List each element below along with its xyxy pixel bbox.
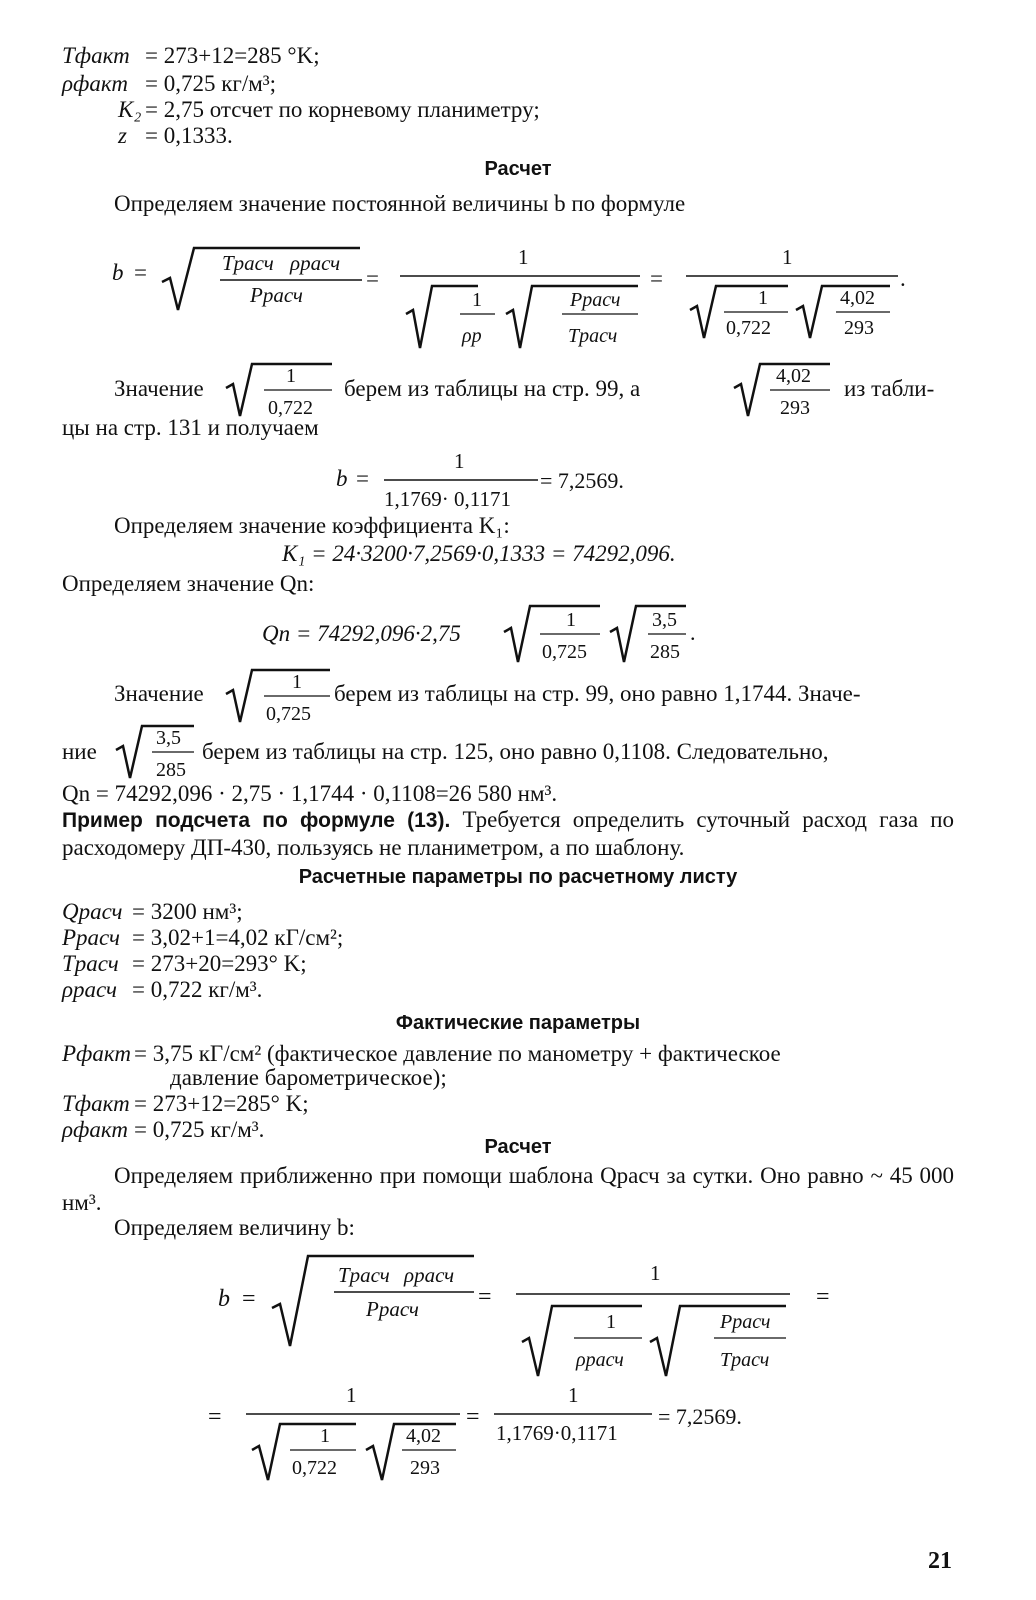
text-znach-3-prefix: ние xyxy=(62,739,97,764)
text-approx: Определяем приближенно при помощи шаблона Qрасч за сутки. Оно равно ~ 45 000 нм³. xyxy=(62,1163,954,1215)
example-title: Пример подсчета по формуле (13). xyxy=(62,809,451,832)
formula-number: 293 xyxy=(410,1457,440,1479)
fact-param-t xyxy=(62,1090,130,1118)
formula-numerator: 1 xyxy=(518,245,529,269)
svg-text:=: = xyxy=(356,466,369,491)
text-znach-1-mid: берем из таблицы на стр. 99, а xyxy=(344,376,641,401)
formula-number: 0,722 xyxy=(268,397,313,419)
formula-number: 285 xyxy=(156,759,186,781)
formula-symbol: Pрасч xyxy=(366,1297,419,1321)
formula-symbol: ρp xyxy=(462,325,482,347)
formula-b2-definition xyxy=(216,1246,856,1386)
formula-number: 285 xyxy=(650,641,680,663)
formula-frac-num: 1 xyxy=(292,671,302,693)
formula-qn-left: Qn = 74292,096·2,75 xyxy=(262,621,461,646)
example-paragraph xyxy=(62,806,954,861)
param-name: ρфакт xyxy=(62,71,128,96)
heading-fact-params: Фактические параметры xyxy=(395,1012,641,1034)
fact-param-t-value: = 273+12=285° K; xyxy=(134,1091,309,1116)
example-text: Требуется определить суточный расход газа по расходомеру ДП-430, пользуясь не планиметром, а по шаблону. xyxy=(62,807,955,860)
formula-number: 0,722 xyxy=(292,1457,337,1479)
param-name: K₂ xyxy=(118,97,142,122)
formula-number: 293 xyxy=(780,397,810,419)
text-znach-1: Значение xyxy=(114,376,204,401)
formula-numerator: 1 xyxy=(346,1383,357,1407)
param-k2 xyxy=(118,96,141,124)
text-znach-1-cont: цы на стр. 131 и получаем xyxy=(62,415,319,440)
formula-numerator: 1 xyxy=(454,449,465,473)
param-name: Pфакт xyxy=(62,1041,131,1066)
svg-text:=: = xyxy=(208,1404,222,1430)
text-znach-1-end: из табли- xyxy=(844,376,935,401)
calc-param-q xyxy=(62,898,123,926)
formula-frac-num: 1 xyxy=(286,365,296,387)
calc-param-t-value: = 273+20=293° K; xyxy=(132,951,307,976)
formula-symbol: Pрасч xyxy=(250,283,303,307)
text-znach-2-rest: берем из таблицы на стр. 99, оно равно 1,1744. Значе- xyxy=(334,681,861,706)
formula-sqrt-1-0722 xyxy=(222,358,342,422)
formula-qn-roots xyxy=(500,600,720,670)
formula-numerator: 1 xyxy=(650,1261,661,1285)
calc-param-p xyxy=(62,924,120,952)
formula-symbol: Tрасч xyxy=(568,325,618,347)
formula-frac-num: 1 xyxy=(472,289,482,311)
svg-text:=: = xyxy=(466,1404,480,1430)
param-t-fact xyxy=(62,42,130,70)
formula-number: 4,02 xyxy=(406,1425,441,1447)
formula-number: 4,02 xyxy=(840,287,875,309)
formula-denominator: 1,1769· 0,1171 xyxy=(384,487,511,511)
formula-symbol: ρрасч xyxy=(290,251,341,275)
formula-symbol: b xyxy=(218,1286,230,1312)
formula-k1: K₁ = 24·3200·7,2569·0,1333 = 74292,096. xyxy=(282,541,676,566)
param-name: ρрасч xyxy=(62,977,117,1002)
svg-text:=: = xyxy=(816,1284,830,1310)
formula-number: 4,02 xyxy=(776,365,811,387)
formula-number: 293 xyxy=(844,317,874,339)
formula-symbol: Tрасч xyxy=(720,1349,770,1371)
formula-symbol: ρрасч xyxy=(576,1349,624,1371)
formula-symbol: Pрасч xyxy=(720,1311,771,1333)
svg-text:.: . xyxy=(690,620,696,645)
param-name: z xyxy=(118,123,127,148)
formula-number: 0,725 xyxy=(542,641,587,663)
formula-frac-num: 1 xyxy=(758,287,768,309)
heading-calc-params: Расчетные параметры по расчетному листу xyxy=(298,866,738,888)
formula-number: 0,725 xyxy=(266,703,311,725)
calc-param-q-value: = 3200 нм³; xyxy=(132,899,243,924)
text-qn: Определяем значение Qn: xyxy=(62,571,315,596)
formula-symbol: Pрасч xyxy=(570,289,621,311)
calc-param-t xyxy=(62,950,119,978)
page-number: 21 xyxy=(928,1548,952,1574)
param-k2-value: = 2,75 отсчет по корневому планиметру; xyxy=(145,97,540,122)
formula-numerator: 1 xyxy=(782,245,793,269)
text-znach-2: Значение xyxy=(114,681,204,706)
text-k1: Определяем значение коэффициента K₁: xyxy=(114,513,510,538)
fact-param-rho-value: = 0,725 кг/м³. xyxy=(134,1117,265,1142)
calc-param-rho-value: = 0,722 кг/м³. xyxy=(132,977,263,1002)
formula-number: 0,722 xyxy=(726,317,771,339)
formula-symbol: ρрасч xyxy=(404,1263,455,1287)
formula-denominator: 1,1769·0,1171 xyxy=(496,1421,618,1445)
heading-calc: Расчет xyxy=(484,158,552,180)
svg-text:=: = xyxy=(650,266,663,291)
formula-sqrt-402-293 xyxy=(730,358,840,422)
formula-frac-num: 1 xyxy=(566,609,576,631)
param-name: Pрасч xyxy=(62,925,120,950)
text-b2: Определяем величину b: xyxy=(114,1215,355,1240)
formula-symbol: Tрасч xyxy=(222,251,274,275)
fact-param-p-value: = 3,75 кГ/см² (фактическое давление по манометру + фактическое xyxy=(134,1041,781,1066)
formula-sqrt-35-285 xyxy=(112,720,202,784)
text-b-formula: Определяем значение постоянной величины b по формуле xyxy=(114,191,686,216)
param-name: ρфакт xyxy=(62,1117,128,1142)
svg-text:.: . xyxy=(900,266,906,291)
param-t-fact-value: = 273+12=285 °K; xyxy=(145,43,320,68)
formula-numerator: 1 xyxy=(568,1383,579,1407)
text-znach-3-rest: берем из таблицы на стр. 125, оно равно 0,1108. Следовательно, xyxy=(202,739,829,764)
formula-frac-num: 1 xyxy=(320,1425,330,1447)
formula-symbol: b xyxy=(336,466,348,491)
fact-param-p xyxy=(62,1040,131,1068)
param-name: Qрасч xyxy=(62,899,123,924)
calc-param-p-value: = 3,02+1=4,02 кГ/см²; xyxy=(132,925,344,950)
formula-b-definition xyxy=(110,230,910,360)
formula-b-result xyxy=(334,446,674,516)
formula-b2-result xyxy=(206,1384,806,1484)
param-name: Tрасч xyxy=(62,951,119,976)
text-qn-result: Qn = 74292,096 · 2,75 · 1,1744 · 0,1108=26 580 нм³. xyxy=(62,781,558,806)
heading-calc-2: Расчет xyxy=(484,1136,552,1158)
svg-text:=: = xyxy=(478,1284,492,1310)
svg-text:=: = xyxy=(366,266,379,291)
formula-symbol: b xyxy=(112,260,124,285)
formula-symbol: Tрасч xyxy=(338,1263,390,1287)
svg-text:=: = xyxy=(134,260,147,285)
calc-param-rho xyxy=(62,976,117,1004)
param-z xyxy=(118,122,127,150)
formula-result: = 7,2569. xyxy=(658,1404,742,1429)
fact-param-p-cont: давление барометрическое); xyxy=(170,1065,447,1090)
param-rho-fact-value: = 0,725 кг/м³; xyxy=(145,71,277,96)
formula-result: = 7,2569. xyxy=(540,468,624,493)
formula-number: 3,5 xyxy=(156,727,181,749)
param-rho-fact xyxy=(62,70,128,98)
param-name: Tфакт xyxy=(62,43,130,68)
svg-text:=: = xyxy=(242,1286,256,1312)
param-z-value: = 0,1333. xyxy=(145,123,233,148)
param-name: Tфакт xyxy=(62,1091,130,1116)
formula-sqrt-1-0725 xyxy=(222,664,342,728)
formula-number: 3,5 xyxy=(652,609,677,631)
formula-frac-num: 1 xyxy=(606,1311,616,1333)
